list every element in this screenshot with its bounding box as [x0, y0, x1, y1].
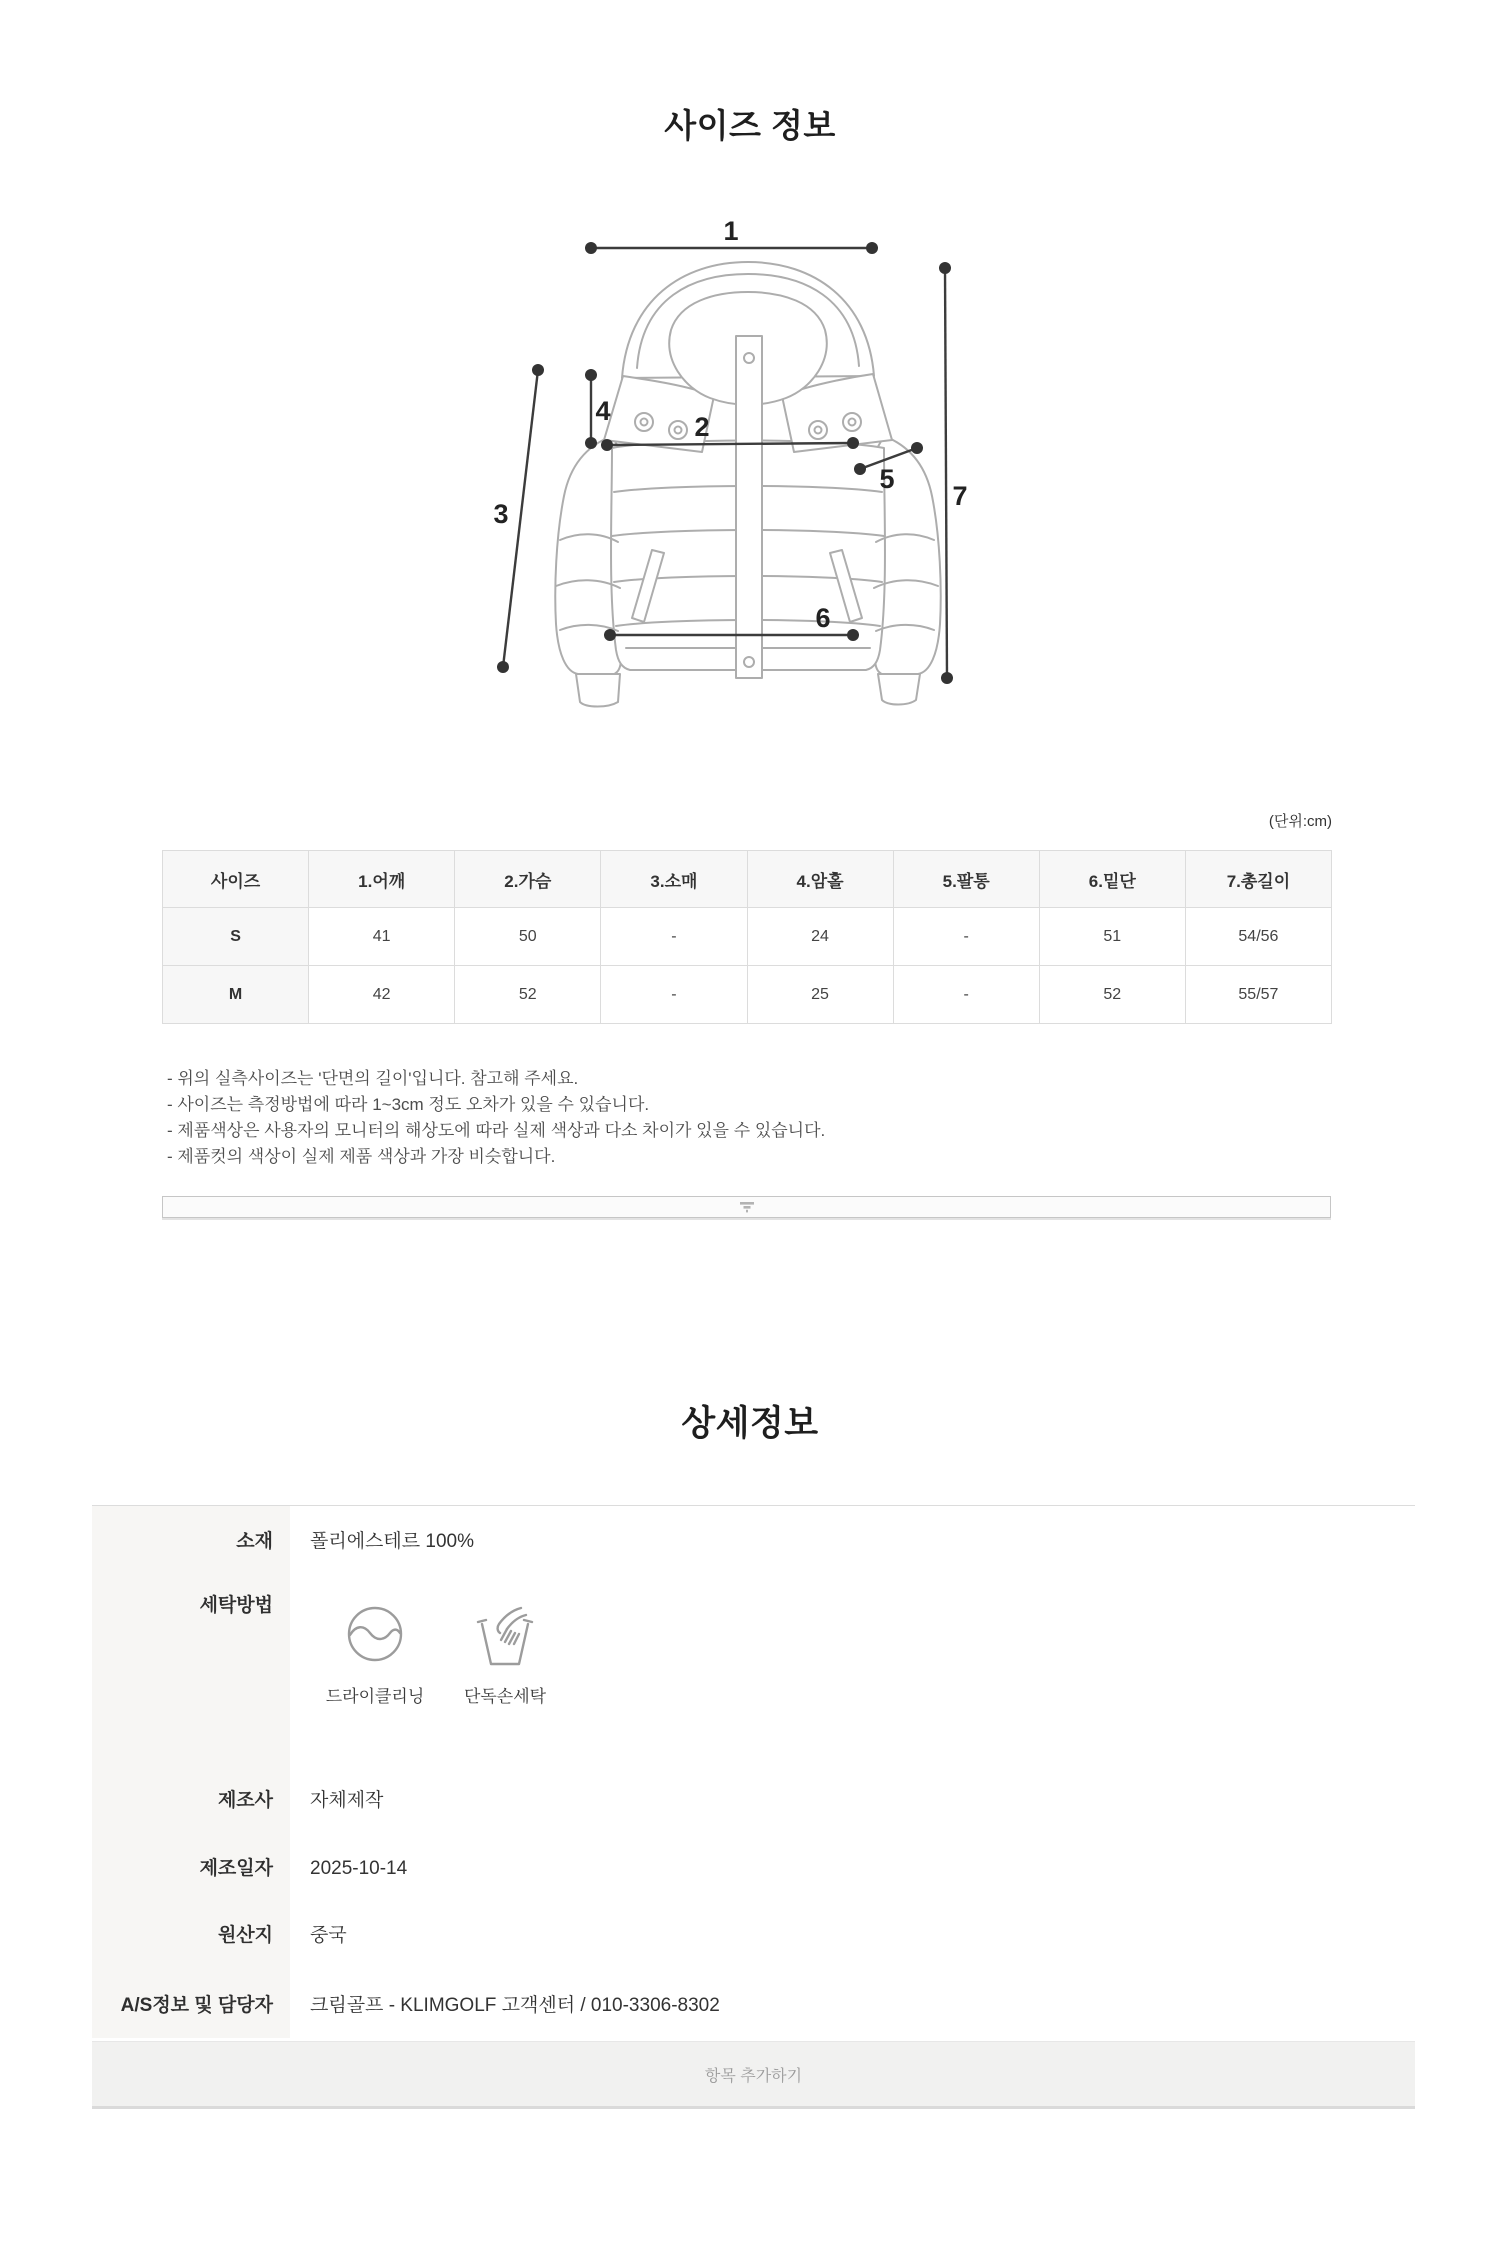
wash-item-dry-clean [310, 1602, 440, 1707]
cell-value: 24 [747, 908, 893, 966]
detail-label-origin: 원산지 [217, 1925, 273, 1946]
detail-label-manufacturer: 제조사 [217, 1790, 273, 1811]
cell-value: 52 [1039, 966, 1185, 1024]
wash-caption-hand-wash: 단독손세탁 [463, 1687, 547, 1706]
measure-label-6: 6 [815, 603, 831, 633]
col-header-shoulder: 1.어깨 [309, 851, 455, 908]
cell-value: 52 [455, 966, 601, 1024]
detail-section-title: 상세정보 [681, 1404, 819, 1443]
measure-label-1: 1 [723, 216, 739, 246]
col-header-chest: 2.가슴 [455, 851, 601, 908]
detail-value-material: 폴리에스테르 100% [310, 1531, 474, 1552]
cell-value: 54/56 [1185, 908, 1331, 966]
detail-label-as-contact: A/S정보 및 담당자 [120, 1995, 273, 2016]
washing-method-icons [310, 1602, 570, 1707]
measure-label-4: 4 [595, 396, 611, 426]
cell-value: 50 [455, 908, 601, 966]
cell-value: 51 [1039, 908, 1185, 966]
cell-value: - [601, 966, 747, 1024]
right-cuff [878, 674, 920, 705]
add-item-label: 항목 추가하기 [704, 2067, 803, 2085]
measure-label-3: 3 [493, 499, 509, 529]
left-cuff [576, 674, 620, 707]
chevron-down-icon [738, 1201, 756, 1213]
cell-value: 55/57 [1185, 966, 1331, 1024]
detail-value-origin: 중국 [310, 1925, 347, 1946]
cell-value: 42 [309, 966, 455, 1024]
cell-value: 25 [747, 966, 893, 1024]
detail-value-manufacture-date: 2025-10-14 [310, 1858, 408, 1879]
size-section-title: 사이즈 정보 [664, 107, 836, 144]
col-header-sleeve: 3.소매 [601, 851, 747, 908]
note-line: - 위의 실측사이즈는 '단면의 길이'입니다. 참고해 주세요. [167, 1069, 579, 1088]
measure-label-2: 2 [694, 412, 710, 442]
detail-info-table [92, 1505, 1415, 2038]
col-header-hem: 6.밑단 [1039, 851, 1185, 908]
col-header-arm-width: 5.팔통 [893, 851, 1039, 908]
table-row-s [163, 908, 1332, 966]
detail-label-manufacture-date: 제조일자 [199, 1858, 273, 1879]
zipper-placket [736, 336, 762, 678]
detail-label-column [92, 1506, 290, 2038]
detail-label-material: 소재 [236, 1531, 273, 1552]
note-line: - 제품컷의 색상이 실제 제품 색상과 가장 비슷합니다. [167, 1147, 556, 1166]
col-header-size: 사이즈 [163, 851, 309, 908]
note-line: - 사이즈는 측정방법에 따라 1~3cm 정도 오차가 있을 수 있습니다. [167, 1095, 650, 1114]
wash-caption-dry-clean: 드라이클리닝 [325, 1687, 425, 1706]
add-item-button[interactable] [92, 2041, 1415, 2109]
hand-wash-icon [471, 1602, 539, 1670]
detail-value-manufacturer: 자체제작 [310, 1790, 384, 1811]
unit-note: (단위:cm) [1268, 813, 1332, 830]
cell-value: - [893, 966, 1039, 1024]
col-header-total-length: 7.총길이 [1185, 851, 1331, 908]
cell-size: M [163, 966, 309, 1024]
table-row-m [163, 966, 1332, 1024]
note-line: - 제품색상은 사용자의 모니터의 해상도에 따라 실제 색상과 다소 차이가 있을 수 있습니다. [167, 1121, 826, 1140]
size-notes [167, 1066, 825, 1170]
detail-label-washing: 세탁방법 [199, 1595, 273, 1616]
cell-value: 41 [309, 908, 455, 966]
cell-value: - [893, 908, 1039, 966]
wash-item-hand-wash [440, 1602, 570, 1707]
size-table [162, 850, 1332, 1024]
col-header-armhole: 4.암홀 [747, 851, 893, 908]
jacket-measurement-diagram [490, 210, 1010, 720]
detail-value-as-contact: 크림골프 - KLIMGOLF 고객센터 / 010-3306-8302 [310, 1995, 720, 2016]
size-table-header-row [163, 851, 1332, 908]
dry-clean-icon [341, 1602, 409, 1670]
cell-value: - [601, 908, 747, 966]
measure-label-5: 5 [879, 464, 895, 494]
collapse-divider-bar[interactable] [162, 1196, 1331, 1218]
cell-size: S [163, 908, 309, 966]
measure-label-7: 7 [952, 481, 968, 511]
